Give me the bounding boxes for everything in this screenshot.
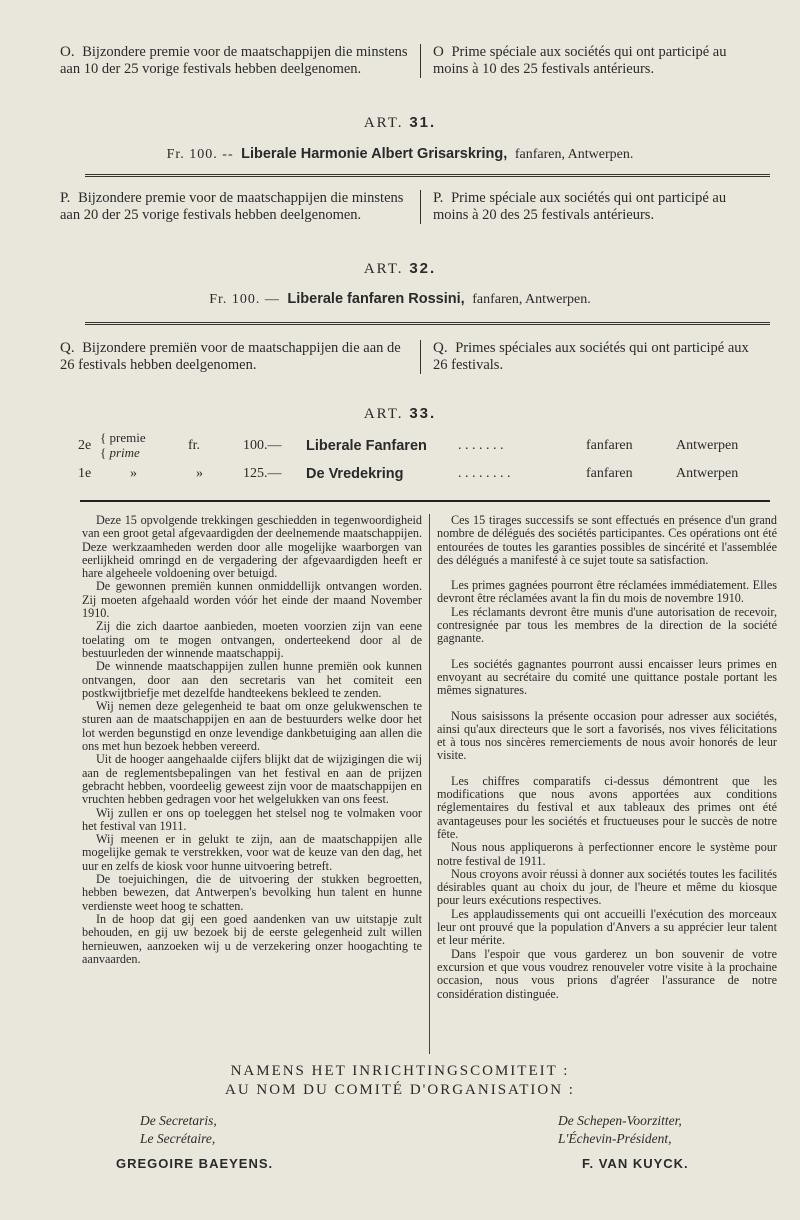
article-word: ART. <box>363 261 404 277</box>
dutch-paragraph: De toejuichingen, die de uitvoering der stukken begroetten, hebben bewezen, dat Antwerpen's bevolking hun talent en hunne verdienste weet hoog te schatten. <box>82 872 422 913</box>
prize-p-dutch-tag: P. <box>60 190 71 206</box>
article-32-club: Liberale fanfaren Rossini, <box>287 291 465 307</box>
secretary-name: GREGOIRE BAEYENS. <box>116 1156 274 1171</box>
city: Antwerpen <box>676 438 739 453</box>
signature-left-titles <box>140 1112 217 1148</box>
prize-q-french <box>433 340 750 374</box>
dutch-paragraph: Wij zullen er ons op toeleggen het stelsel nog te volmaken voor het festival van 1911. <box>82 805 422 833</box>
dutch-paragraph: Deze 15 opvolgende trekkingen geschiedden in tegenwoordigheid van een groot getal afgevaardigden der deelnemende maatschappijen. Deze werkzaamheden werden door alle mogelijke waarborgen van eerlijkheid omringd en de vergadering der afgevaardigden heeft er hare algeheele voldoening over betuigd. <box>82 513 422 581</box>
article-33-heading <box>0 405 800 423</box>
french-paragraph: Les applaudissements qui ont accueilli l'exécution des morceaux leur ont prouvé que la population d'Anvers a su apprécier leur talent et leur mérite. <box>437 906 777 948</box>
committee-dutch: NAMENS HET INRICHTINGSCOMITEIT : <box>230 1063 570 1079</box>
prize-o-dutch-text: Bijzondere premie voor de maatschappijen die minstens aan 10 der 25 vorige festivals hebben deelgenomen. <box>60 44 408 77</box>
article-31-category: fanfaren, Antwerpen. <box>514 147 634 162</box>
prize-p-french-text: Prime spéciale aux sociétés qui ont participé au moins à 20 des 25 festivals antérieurs. <box>433 190 727 223</box>
prize-o-french <box>433 44 750 78</box>
article-word: ART. <box>363 406 404 422</box>
french-paragraph: Nous nous appliquerons à perfectionner encore le système pour notre festival de 1911. <box>437 840 777 868</box>
prize-p-dutch-text: Bijzondere premie voor de maatschappijen die minstens aan 20 der 25 vorige festivals hebben deelgenomen. <box>60 190 404 223</box>
dutch-paragraph: Wij nemen deze gelegenheid te baat om onze gelukwenschen te sturen aan de maatschappijen en aan de bestuurders welke door het lot werden begunstigd en onze levendige dankbetuiging aan allen die ons met hun bezoek hebben vereerd. <box>82 699 422 754</box>
category: fanfaren <box>586 438 633 453</box>
dutch-paragraph: De gewonnen premiën kunnen onmiddellijk ontvangen worden. Zij moeten afgehaald worden vóór het einde der maand November 1910. <box>82 579 422 621</box>
committee-heading <box>0 1062 800 1100</box>
column-divider <box>429 514 430 1054</box>
body-columns <box>82 514 778 1054</box>
prize-label: { premie { prime <box>100 430 146 460</box>
article-33-row-1 <box>78 430 768 460</box>
article-31-line <box>0 146 800 163</box>
secretary-title-french: Le Secrétaire, <box>140 1131 216 1146</box>
article-32-category: fanfaren, Antwerpen. <box>472 292 591 307</box>
committee-french: AU NOM DU COMITÉ D'ORGANISATION : <box>225 1082 575 1098</box>
french-paragraph: Les chiffres comparatifs ci-dessus démontrent que les modifications que nous avons apportées aux conditions réglementaires du festival et aux tableaux des primes ont été avantageuses pour les sociétés et fructueuses pour le succès de notre fête. <box>437 773 777 841</box>
prize-p-french-tag: P. <box>433 190 444 206</box>
article-32-line <box>0 291 800 308</box>
signature-right-titles <box>558 1112 682 1148</box>
amount: 125.— <box>243 466 282 481</box>
article-31-club: Liberale Harmonie Albert Grisarskring, <box>241 146 508 162</box>
dutch-paragraph: Zij die zich daartoe aanbieden, moeten voorzien zijn van eene toelating om te mogen ontvangen, onderteekend door al de bestuurleden der winnende maatschappij. <box>82 619 422 660</box>
currency: » <box>196 466 203 481</box>
french-paragraph: Les sociétés gagnantes pourront aussi encaisser leurs primes en envoyant au secrétaire du comité une quittance postale portant les mêmes signatures. <box>437 656 777 698</box>
prize-o-dutch-tag: O. <box>60 44 75 60</box>
prize-o-french-tag: O <box>433 44 444 60</box>
club-name: De Vredekring <box>306 466 404 482</box>
currency: fr. <box>188 438 201 453</box>
article-33-row-2 <box>78 466 768 488</box>
dutch-paragraph: In de hoop dat gij een goed aandenken van uw uitstapje zult behouden, en gij uw bezoek bij de eerste gelegenheid zult willen hernieuwen, aanzoeken wij u de verzekering onzer hoogachting te aanvaarden. <box>82 911 422 966</box>
prize-q-dutch <box>60 340 420 374</box>
french-paragraph: Dans l'espoir que vous garderez un bon souvenir de votre excursion et que vous voudrez renouveler votre visite à la prochaine occasion, nous vous prions d'agréer l'assurance de notre considération distinguée. <box>437 946 777 1001</box>
article-number: 31. <box>409 114 437 131</box>
prize-label-french: prime <box>109 445 140 460</box>
article-32-heading <box>0 260 800 278</box>
prize-q-french-tag: Q. <box>433 340 448 356</box>
rank: 2e <box>78 438 92 453</box>
divider-rule <box>80 500 770 502</box>
article-32-amount: Fr. 100. — <box>209 292 280 307</box>
french-column <box>437 514 777 1054</box>
prize-p-dutch <box>60 190 420 224</box>
prize-label-dutch: premie <box>109 430 146 445</box>
article-number: 33. <box>409 405 437 422</box>
article-31-amount: Fr. 100. -- <box>166 147 234 162</box>
french-paragraph: Nous croyons avoir réussi à donner aux sociétés toutes les facilités désirables quant au choix du jour, de l'heure et même du kiosque pour leurs exécutions respectives. <box>437 866 777 908</box>
amount: 100.— <box>243 438 282 453</box>
prize-q-dutch-text: Bijzondere premiën voor de maatschappijen die aan de 26 festivals hebben deelgenomen. <box>60 340 401 373</box>
city: Antwerpen <box>676 466 739 481</box>
prize-q-block <box>60 340 750 374</box>
article-word: ART. <box>363 115 404 131</box>
dutch-paragraph: Wij meenen er in gelukt te zijn, aan de maatschappijen alle mogelijke gemak te verstrekken, voor wat de keuze van den dag, het uur en zelfs de kiosk voor hunne uitvoering betreft. <box>82 832 422 873</box>
french-paragraph: Les primes gagnées pourront être réclamées immédiatement. Elles devront être réclamées avant la fin du mois de novembre 1910. <box>437 578 777 606</box>
article-number: 32. <box>409 260 437 277</box>
prize-o-french-text: Prime spéciale aux sociétés qui ont participé au moins à 10 des 25 festivals antérieurs. <box>433 44 727 77</box>
dutch-paragraph: De winnende maatschappijen zullen hunne premiën ook kunnen ontvangen, door aan den secretaris van het comiteit een postkwijtbriefje met dezelfde handteekens bekleed te zenden. <box>82 659 422 700</box>
leader-dots: . . . . . . . . <box>458 466 511 481</box>
leader-dots: . . . . . . . <box>458 438 504 453</box>
french-paragraph: Les réclamants devront être munis d'une autorisation de recevoir, contresignée par tous les membres de la direction de la société gagnante. <box>437 604 777 646</box>
divider-rule <box>85 174 770 177</box>
secretary-title-dutch: De Secretaris, <box>140 1113 217 1128</box>
chairman-title-french: L'Échevin-Président, <box>558 1131 672 1146</box>
prize-q-french-text: Primes spéciales aux sociétés qui ont participé aux 26 festivals. <box>433 340 749 373</box>
dutch-paragraph: Uit de hooger aangehaalde cijfers blijkt dat de wijzigingen die wij aan de reglementsbepalingen van het festival en aan de prijzen gebracht hebben, voordeelig geweest zijn voor de maatschappijen en vruchten hebben gedragen voor het welgelukken van ons feest. <box>82 752 422 807</box>
article-31-heading <box>0 114 800 132</box>
column-divider <box>420 44 421 78</box>
prize-q-dutch-tag: Q. <box>60 340 75 356</box>
prize-o-dutch <box>60 44 420 78</box>
category: fanfaren <box>586 466 633 481</box>
chairman-name: F. VAN KUYCK. <box>582 1156 689 1171</box>
prize-p-french <box>433 190 750 224</box>
ditto-mark: » <box>130 466 137 481</box>
column-divider <box>420 190 421 224</box>
french-paragraph: Ces 15 tirages successifs se sont effectués en présence d'un grand nombre de délégués des sociétés participantes. Ces opérations ont été entourées de toutes les garanties possibles de sincérité et l'assemblée des délégués a manifesté à ce sujet toute sa satisfaction. <box>437 513 777 567</box>
french-paragraph: Nous saisissons la présente occasion pour adresser aux sociétés, ainsi qu'aux directeurs que le sort a favorisés, nos vives félicitations et à tous nos sincères remerciements de nous avoir honorés de leur visite. <box>437 708 777 763</box>
club-name: Liberale Fanfaren <box>306 438 427 454</box>
dutch-column <box>82 514 422 1054</box>
prize-p-block <box>60 190 750 224</box>
chairman-title-dutch: De Schepen-Voorzitter, <box>558 1113 682 1128</box>
column-divider <box>420 340 421 374</box>
divider-rule <box>85 322 770 325</box>
prize-o-block <box>60 44 750 78</box>
rank: 1e <box>78 466 92 481</box>
